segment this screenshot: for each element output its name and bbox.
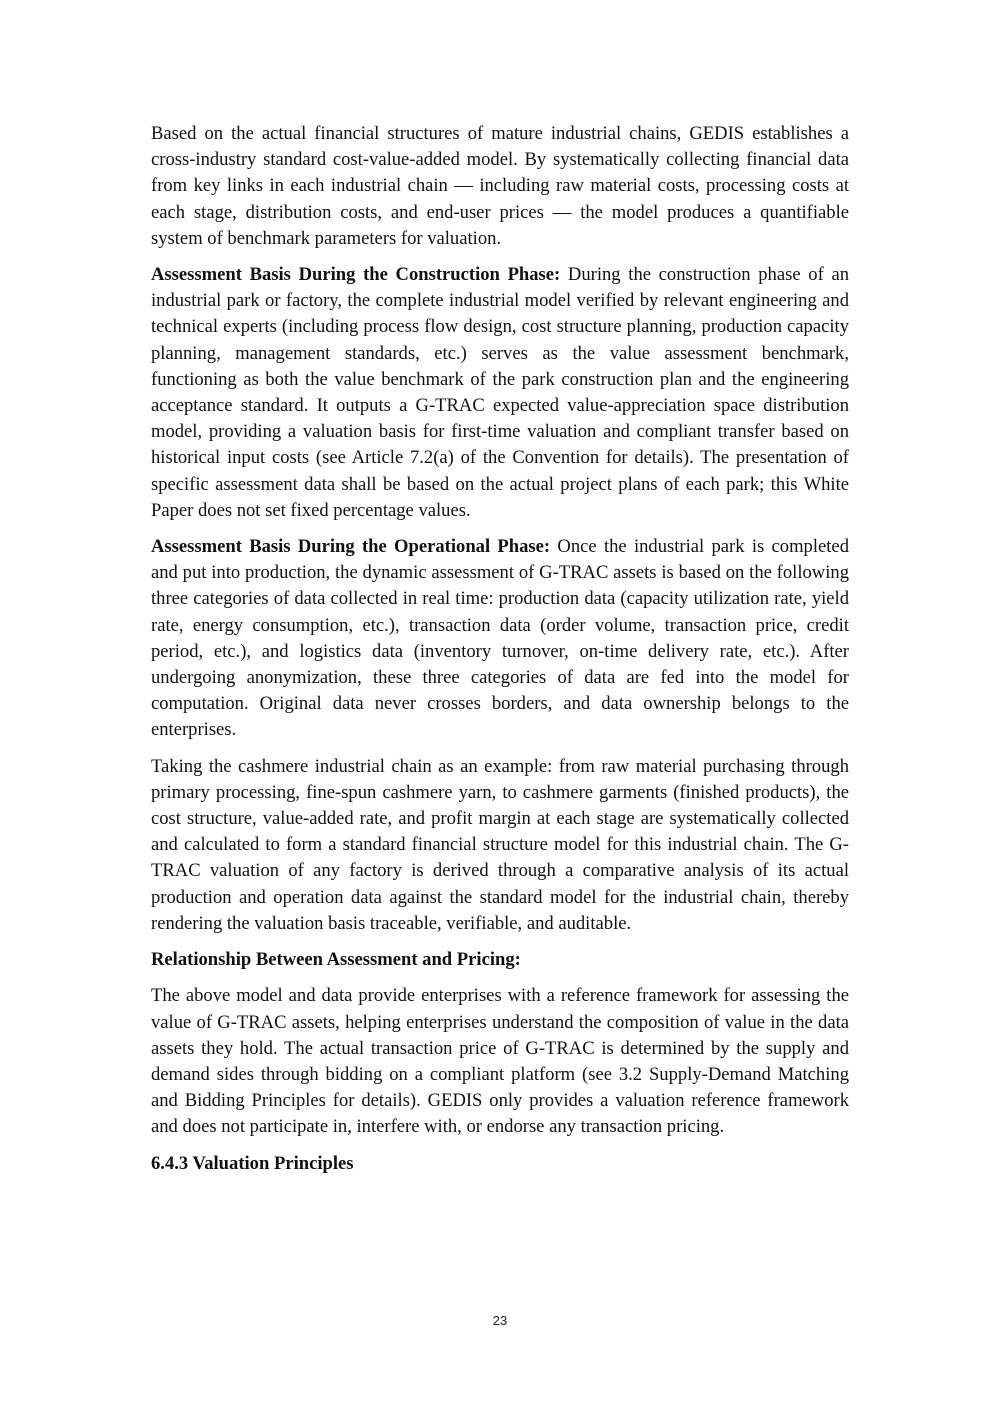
paragraph-cashmere-example: Taking the cashmere industrial chain as an example: from raw material purchasing through primary processing, fine-spun cashmere yarn, to cashmere garments (finished products), the cost structure, value-added rate, and profit margin at each stage are systematically collected and calculated to form a standard financial structure model for this industrial chain. The G-TRAC valuation of any factory is derived through a comparative analysis of its actual production and operation data against the standard model for the industrial chain, thereby rendering the valuation basis traceable, verifiable, and auditable. — [151, 755, 849, 934]
paragraph-operational-phase — [151, 534, 849, 744]
construction-phase-lead: Assessment Basis During the Construction Phase: — [151, 264, 561, 286]
relationship-heading: Relationship Between Assessment and Pricing: — [151, 949, 521, 971]
page-body — [151, 121, 849, 1187]
paragraph-construction-phase — [151, 262, 849, 524]
construction-phase-text: During the construction phase of an industrial park or factory, the complete industrial model verified by relevant engineering and technical experts (including process flow design, cost structure planning, production capacity planning, management standards, etc.) serves as the value assessment benchmark, functioning as both the value benchmark of the park construction plan and the engineering acceptance standard. It outputs a G-TRAC expected value-appreciation space distribution model, providing a valuation basis for first-time valuation and compliant transfer based on historical input costs (see Article 7.2(a) of the Convention for details). The presentation of specific assessment data shall be based on the actual project plans of each park; this White Paper does not set fixed percentage values. — [151, 264, 849, 521]
paragraph-cost-value-added-model: Based on the actual financial structures of mature industrial chains, GEDIS establishes a cross-industry standard cost-value-added model. By systematically collecting financial data from key links in each industrial chain — including raw material costs, processing costs at each stage, distribution costs, and end-user prices — the model produces a quantifiable system of benchmark parameters for valuation. — [151, 123, 849, 249]
operational-phase-text: Once the industrial park is completed and put into production, the dynamic assessment of G-TRAC assets is based on the following three categories of data collected in real time: production data (capacity utilization rate, yield rate, energy consumption, etc.), transaction data (order volume, transaction price, credit period, etc.), and logistics data (inventory turnover, on-time delivery rate, etc.). After undergoing anonymization, these three categories of data are fed into the model for computation. Original data never crosses borders, and data ownership belongs to the enterprises. — [151, 536, 849, 741]
operational-phase-lead: Assessment Basis During the Operational Phase: — [151, 536, 551, 558]
section-heading: 6.4.3 Valuation Principles — [151, 1152, 354, 1174]
paragraph-assessment-pricing: The above model and data provide enterprises with a reference framework for assessing the value of G-TRAC assets, helping enterprises understand the composition of value in the data assets they hold. The actual transaction price of G-TRAC is determined by the supply and demand sides through bidding on a compliant platform (see 3.2 Supply-Demand Matching and Bidding Principles for details). GEDIS only provides a valuation reference framework and does not participate in, interfere with, or endorse any transaction pricing. — [151, 985, 849, 1138]
page-number: 23 — [492, 1313, 508, 1328]
